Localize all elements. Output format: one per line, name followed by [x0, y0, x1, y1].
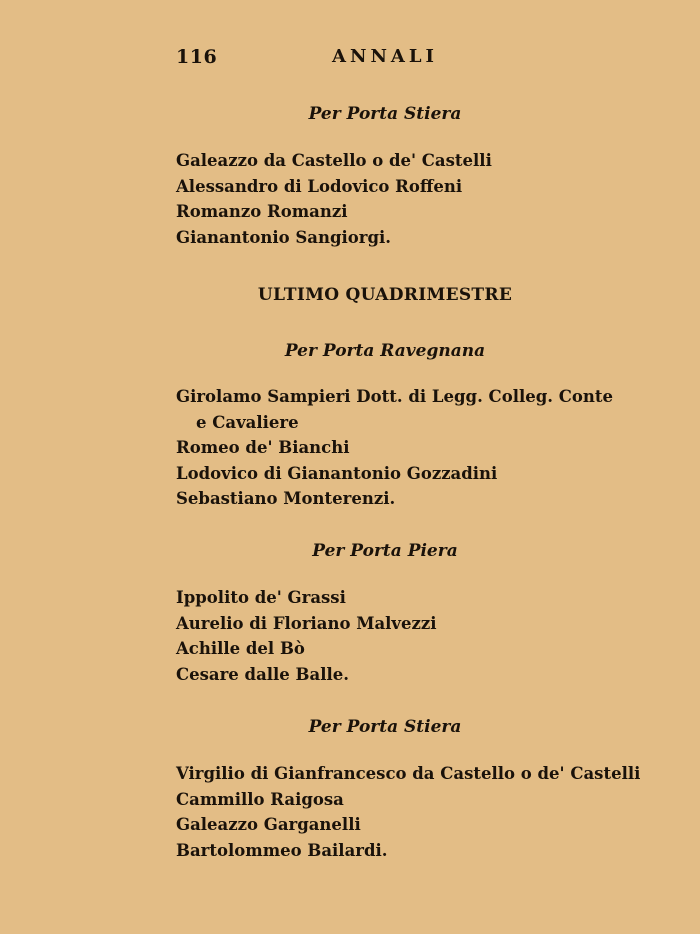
page-number: 116: [176, 46, 218, 68]
list-item: Galeazzo da Castello o de' Castelli: [176, 151, 492, 170]
name-list-porta-piera: [176, 585, 437, 687]
section-heading-porta-piera: Per Porta Piera: [312, 541, 458, 561]
list-item: Romanzo Romanzi: [176, 202, 348, 221]
page-header: [0, 46, 700, 70]
list-item: Virgilio di Gianfrancesco da Castello o de' Castelli: [176, 764, 641, 783]
list-item: Girolamo Sampieri Dott. di Legg. Colleg. Conte: [176, 387, 614, 406]
list-item: e Cavaliere: [196, 412, 299, 432]
list-item: Sebastiano Monterenzi.: [176, 489, 396, 508]
section-heading-porta-stiera-2: Per Porta Stiera: [308, 717, 462, 737]
list-item: Ippolito de' Grassi: [176, 588, 346, 607]
list-item: Gianantonio Sangiorgi.: [176, 227, 392, 247]
name-list-porta-stiera-2: [176, 761, 640, 863]
section-heading-porta-ravegnana: Per Porta Ravegnana: [284, 341, 486, 361]
list-item: Romeo de' Bianchi: [176, 438, 350, 457]
name-list-porta-stiera: [176, 148, 492, 250]
name-list-porta-ravegnana: [176, 384, 613, 512]
list-item: Cesare dalle Balle.: [176, 664, 349, 684]
list-item: Cammillo Raigosa: [176, 789, 344, 809]
list-item: Achille del Bò: [176, 639, 305, 658]
list-item: Aurelio di Floriano Malvezzi: [176, 613, 437, 633]
section-heading-porta-stiera: Per Porta Stiera: [308, 104, 462, 124]
quadrimester-title: ULTIMO QUADRIMESTRE: [257, 285, 513, 305]
list-item: Alessandro di Lodovico Roffeni: [176, 176, 463, 196]
running-title: ANNALI: [332, 46, 438, 67]
list-item: Lodovico di Gianantonio Gozzadini: [176, 463, 498, 483]
list-item: Galeazzo Garganelli: [176, 815, 361, 834]
list-item: Bartolommeo Bailardi.: [176, 840, 388, 860]
